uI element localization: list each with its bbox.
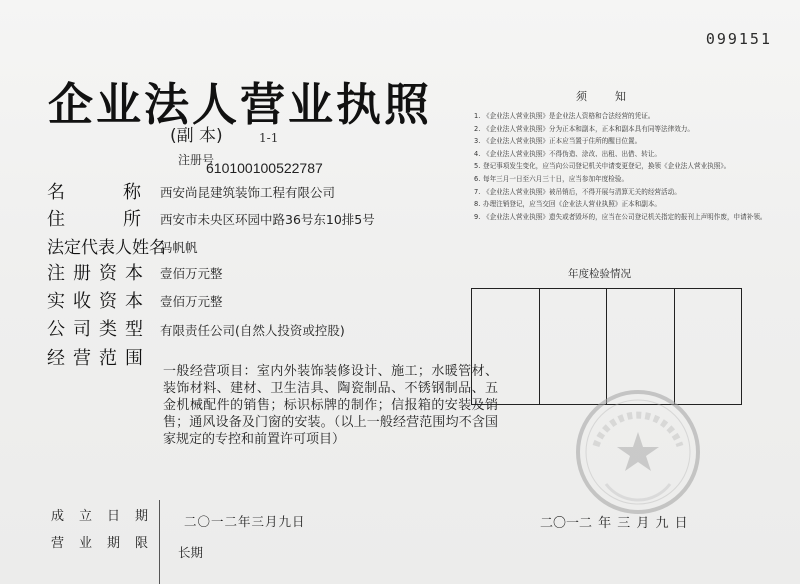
established-label: 成立日期 (51, 509, 164, 524)
notice-item: 1. 《企业法人营业执照》是企业法人资格和合法经营的凭证。 (474, 112, 655, 120)
notice-item: 8. 办理注销登记，应当交回《企业法人营业执照》正本和副本。 (474, 200, 662, 209)
registration-label: 注册号 (178, 153, 215, 167)
company-type-value: 有限责任公司(自然人投资或控股) (160, 323, 345, 338)
issue-date: 二〇一二 年 三 月 九 日 (540, 516, 688, 531)
serial-number: 099151 (705, 30, 772, 48)
annual-inspection-title: 年度检验情况 (568, 268, 631, 280)
notice-item: 5. 登记事项发生变化，应当向公司登记机关申请变更登记，换领《企业法人营业执照》。 (474, 162, 731, 171)
notice-item: 6. 每年三月一日至六月三十日，应当参加年度检验。 (474, 174, 629, 183)
paid-capital-label: 实 收 资 本 (47, 291, 143, 312)
registered-capital-value: 壹佰万元整 (160, 266, 223, 281)
business-scope-text: 一般经营项目：室内外装饰装修设计、施工；水暖管材、装饰材料、建材、卫生洁具、陶瓷制品、不锈钢制品、五金机械配件的销售；标识标牌的制作；信报箱的安装及销售；通风设备及门窗的安装。（以上一般经营范围均不含国家规定的专控和前置许可项目） (163, 364, 498, 447)
paid-capital-value: 壹佰万元整 (160, 294, 223, 309)
established-date: 二〇一二年三月九日 (184, 514, 306, 529)
inspection-cell (472, 289, 540, 404)
term-label: 营业期限 (51, 536, 164, 551)
copy-number: 1-1 (259, 131, 279, 145)
document-title: 企业法人营业执照 (48, 78, 433, 131)
copy-mark: (副 本) (170, 126, 223, 146)
business-scope-label: 经 营 范 围 (47, 348, 143, 369)
registration-number: 610100100522787 (206, 160, 323, 176)
legal-rep-label: 法定代表人姓名 (47, 238, 166, 258)
name-label: 名 称 (47, 182, 141, 203)
legal-rep-name: 冯帆帆 (160, 240, 198, 255)
company-type-label: 公 司 类 型 (47, 319, 143, 340)
notice-item: 2. 《企业法人营业执照》分为正本和副本，正本和副本具有同等法律效力。 (474, 124, 694, 133)
address-label: 住 所 (47, 209, 141, 230)
term-value: 长期 (178, 545, 204, 560)
company-address: 西安市未央区环园中路36号东10排5号 (160, 212, 375, 227)
company-name: 西安尚昆建筑装饰工程有限公司 (160, 185, 336, 200)
notice-title: 须知 (576, 90, 654, 103)
notice-item: 7. 《企业法人营业执照》被吊销后，不得开展与清算无关的经营活动。 (474, 187, 681, 196)
notice-item: 3. 《企业法人营业执照》正本应当置于住所的醒目位置。 (474, 137, 642, 146)
notice-item: 4. 《企业法人营业执照》不得伪造、涂改、出租、出借、转让。 (474, 149, 662, 158)
notice-list (474, 110, 779, 223)
official-seal-icon (572, 386, 704, 518)
registered-capital-label: 注 册 资 本 (47, 263, 143, 284)
notice-item: 9. 《企业法人营业执照》遗失或者毁坏的，应当在公司登记机关指定的报刊上声明作废，申请补领。 (474, 212, 767, 221)
